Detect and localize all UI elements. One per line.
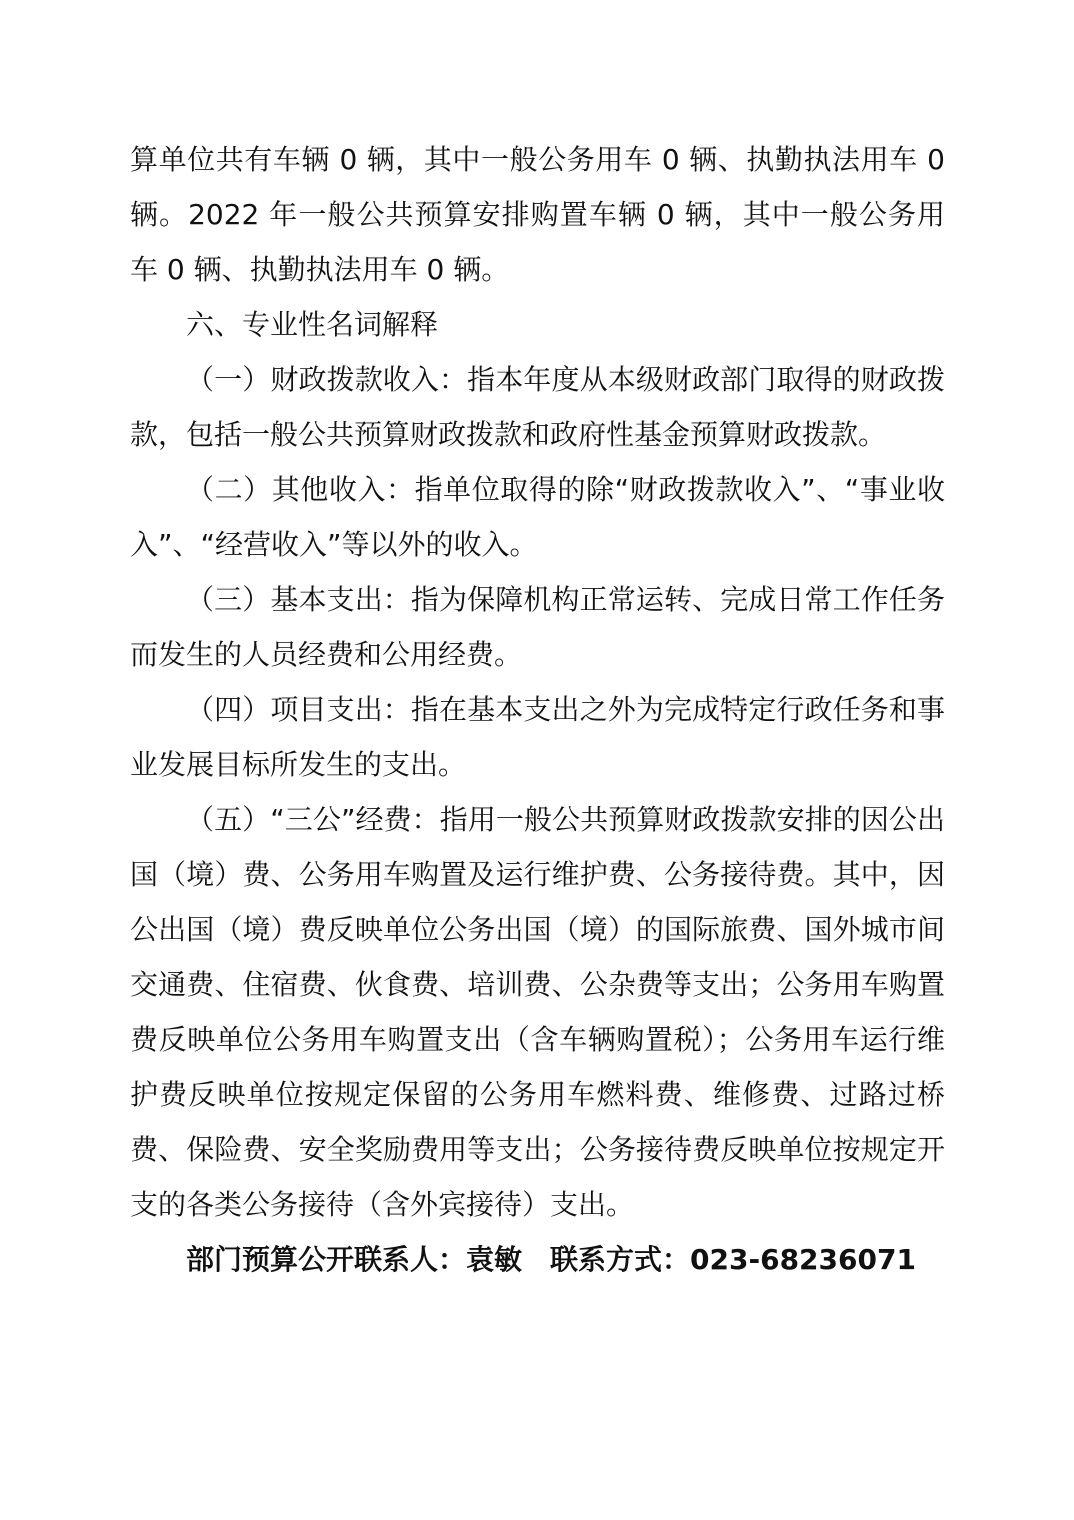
term-other-income: （二）其他收入：指单位取得的除“财政拨款收入”、“事业收入”、“经营收入”等以外的收入。 xyxy=(130,473,945,561)
term-fiscal-appropriation-income: （一）财政拨款收入：指本年度从本级财政部门取得的财政拨款，包括一般公共预算财政拨款和政府性基金预算财政拨款。 xyxy=(130,363,945,451)
document-page xyxy=(130,132,945,1287)
term-project-expenditure: （四）项目支出：指在基本支出之外为完成特定行政任务和事业发展目标所发生的支出。 xyxy=(130,693,945,781)
term-basic-expenditure: （三）基本支出：指为保障机构正常运转、完成日常工作任务而发生的人员经费和公用经费。 xyxy=(130,583,945,671)
vehicle-count-paragraph: 算单位共有车辆 0 辆，其中一般公务用车 0 辆、执勤执法用车 0 辆。2022 年一般公共预算安排购置车辆 0 辆，其中一般公务用车 0 辆、执勤执法用车 0 辆。 xyxy=(130,143,945,286)
contact-line xyxy=(130,1232,945,1287)
term-three-public-expenses: （五）“三公”经费：指用一般公共预算财政拨款安排的因公出国（境）费、公务用车购置及运行维护费、公务接待费。其中，因公出国（境）费反映单位公务出国（境）的国际旅费、国外城市间交通费、住宿费、伙食费、培训费、公杂费等支出；公务用车购置费反映单位公务用车购置支出（含车辆购置税）；公务用车运行维护费反映单位按规定保留的公务用车燃料费、维修费、过路过桥费、保险费、安全奖励费用等支出；公务接待费反映单位按规定开支的各类公务接待（含外宾接待）支出。 xyxy=(130,803,945,1221)
contact-person: 部门预算公开联系人：袁敏 xyxy=(186,1243,523,1276)
contact-phone: 联系方式：023-68236071 xyxy=(550,1243,916,1276)
section-heading-terms: 六、专业性名词解释 xyxy=(186,308,439,341)
